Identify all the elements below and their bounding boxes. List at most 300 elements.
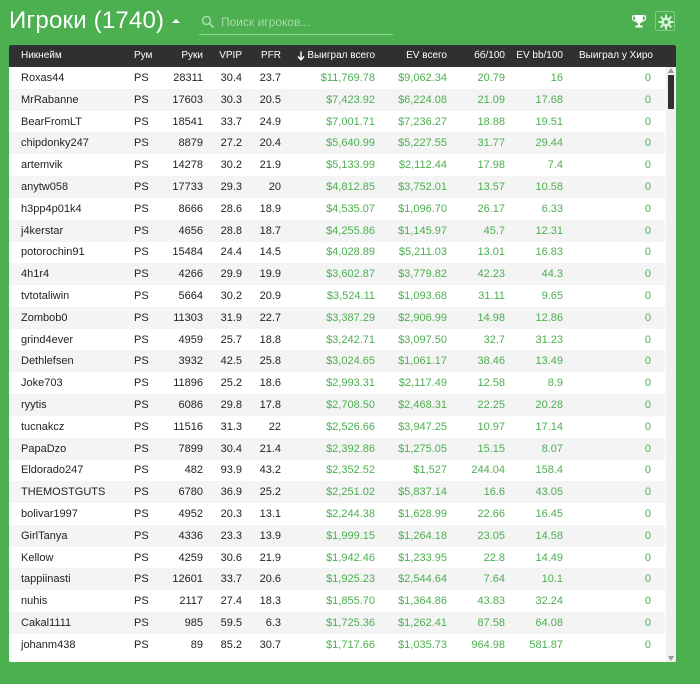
player-vpip: 23.3	[220, 529, 242, 542]
player-ev-bb100: 8.07	[541, 442, 563, 455]
player-nickname: tappiinasti	[21, 573, 71, 586]
player-won-total: $1,855.70	[326, 595, 375, 608]
player-bb100: 43.83	[477, 595, 505, 608]
player-pfr: 21.4	[259, 442, 281, 455]
player-won-from-hero: 0	[644, 595, 651, 608]
player-room: PS	[134, 551, 149, 564]
player-won-total: $1,725.36	[326, 617, 375, 629]
player-room: PS	[134, 115, 149, 128]
player-nickname: Dethlefsen	[21, 355, 74, 368]
column-header-room[interactable]: Рум	[134, 50, 153, 61]
player-nickname: Eldorado247	[21, 464, 84, 477]
player-room: PS	[134, 464, 149, 477]
table-row[interactable]	[9, 634, 665, 656]
player-ev-total: $5,211.03	[398, 246, 447, 259]
player-hands: 15484	[172, 246, 203, 259]
player-nickname: artemvik	[21, 159, 63, 172]
player-nickname: tvtotaliwin	[21, 290, 70, 302]
player-ev-bb100: 12.31	[535, 224, 563, 237]
player-hands: 4266	[178, 268, 203, 281]
player-room: PS	[134, 486, 149, 499]
player-ev-total: $1,061.17	[398, 355, 447, 368]
player-ev-bb100: 8.9	[547, 377, 563, 390]
player-nickname: potorochin91	[21, 246, 85, 259]
scroll-down-icon[interactable]	[668, 656, 674, 661]
player-won-total: $11,769.78	[320, 72, 375, 84]
player-pfr: 20.4	[259, 137, 281, 150]
player-bb100: 31.77	[477, 137, 505, 150]
player-pfr: 25.2	[259, 486, 281, 499]
column-header-pfr[interactable]: PFR	[261, 50, 281, 61]
player-hands: 2117	[179, 595, 203, 608]
player-room: PS	[134, 442, 149, 455]
player-won-from-hero: 0	[644, 638, 651, 651]
player-vpip: 24.4	[220, 246, 242, 259]
table-row[interactable]	[9, 132, 665, 154]
caret-up-icon[interactable]	[170, 16, 182, 26]
player-ev-bb100: 32.24	[535, 595, 563, 608]
player-pfr: 21.9	[259, 551, 281, 564]
column-header-ev-total[interactable]: EV всего	[406, 50, 447, 61]
player-won-from-hero: 0	[644, 311, 651, 324]
player-vpip: 27.4	[220, 595, 242, 608]
player-pfr: 18.8	[259, 333, 281, 346]
player-hands: 17603	[172, 93, 203, 106]
player-won-total: $3,024.65	[326, 355, 375, 368]
player-bb100: 38.46	[477, 355, 505, 368]
player-bb100: 964.98	[471, 638, 505, 651]
player-won-total: $1,942.46	[326, 551, 375, 564]
player-pfr: 18.7	[259, 224, 281, 237]
table-row[interactable]	[9, 285, 665, 307]
player-room: PS	[134, 246, 149, 259]
player-ev-bb100: 12.86	[535, 311, 563, 324]
player-won-from-hero: 0	[644, 508, 651, 520]
player-hands: 4959	[178, 333, 203, 346]
player-hands: 17733	[172, 181, 203, 193]
table-row[interactable]	[9, 263, 665, 285]
player-won-from-hero: 0	[644, 355, 651, 368]
player-won-total: $7,423.92	[326, 93, 375, 106]
player-hands: 11516	[173, 420, 203, 433]
player-ev-total: $1,275.05	[398, 442, 447, 455]
player-hands: 4259	[178, 551, 203, 564]
player-pfr: 13.1	[259, 508, 281, 520]
player-won-total: $4,812.85	[326, 181, 375, 193]
player-nickname: chipdonky247	[21, 137, 89, 150]
table-row[interactable]	[9, 111, 665, 133]
player-room: PS	[134, 355, 149, 368]
player-nickname: THEMOSTGUTS	[21, 486, 106, 499]
player-won-from-hero: 0	[644, 246, 651, 259]
player-room: PS	[134, 638, 149, 651]
player-room: PS	[134, 595, 149, 608]
player-ev-bb100: 14.58	[535, 529, 563, 542]
player-nickname: BearFromLT	[21, 115, 82, 128]
player-won-total: $5,133.99	[326, 159, 375, 172]
player-hands: 4336	[178, 529, 203, 542]
player-nickname: GirlTanya	[21, 529, 68, 542]
player-pfr: 18.6	[259, 377, 281, 390]
table-body	[9, 67, 665, 662]
player-ev-bb100: 20.28	[535, 399, 563, 411]
player-won-total: $2,244.38	[326, 508, 375, 520]
player-won-from-hero: 0	[644, 137, 651, 150]
player-ev-total: $1,364.86	[398, 595, 447, 608]
player-room: PS	[134, 529, 149, 542]
player-won-total: $3,242.71	[326, 333, 375, 346]
player-vpip: 36.9	[220, 486, 242, 499]
player-ev-total: $1,233.95	[398, 551, 447, 564]
player-bb100: 22.8	[483, 551, 505, 564]
player-won-from-hero: 0	[644, 486, 651, 499]
player-bb100: 7.64	[483, 573, 505, 586]
player-vpip: 42.5	[220, 355, 242, 368]
top-bar	[0, 0, 700, 44]
scroll-up-icon[interactable]	[668, 68, 674, 73]
player-ev-bb100: 16.83	[535, 246, 563, 259]
table-scrollbar[interactable]	[666, 67, 676, 662]
player-bb100: 15.15	[477, 442, 505, 455]
player-pfr: 22.7	[259, 311, 281, 324]
gear-icon	[658, 14, 674, 30]
player-ev-bb100: 7.4	[547, 159, 563, 172]
table-row[interactable]	[9, 329, 665, 351]
player-vpip: 30.2	[220, 159, 242, 172]
player-won-from-hero: 0	[644, 617, 651, 629]
player-won-total: $7,001.71	[326, 115, 375, 128]
column-header-won-from-hero[interactable]: Выиграл у Хиро	[579, 50, 653, 61]
player-room: PS	[134, 159, 149, 172]
player-vpip: 27.2	[220, 137, 242, 150]
player-bb100: 16.6	[483, 486, 505, 499]
player-ev-bb100: 19.51	[535, 115, 563, 128]
player-won-total: $5,640.99	[326, 137, 375, 150]
player-won-from-hero: 0	[644, 420, 651, 433]
player-won-from-hero: 0	[644, 72, 651, 84]
player-pfr: 18.3	[259, 595, 281, 608]
player-nickname: Roxas44	[21, 72, 65, 84]
player-hands: 11303	[173, 311, 203, 324]
search-input[interactable]	[221, 13, 391, 31]
player-won-total: $1,717.66	[326, 638, 375, 651]
player-hands: 5664	[178, 290, 203, 302]
player-pfr: 22	[268, 420, 281, 433]
player-pfr: 19.9	[259, 268, 281, 281]
player-hands: 3932	[178, 355, 203, 368]
players-table	[9, 45, 676, 662]
player-bb100: 21.09	[477, 93, 505, 106]
player-bb100: 14.98	[477, 311, 505, 324]
player-pfr: 24.9	[259, 115, 281, 128]
player-room: PS	[134, 508, 149, 520]
column-header-ev-bb100[interactable]: EV bb/100	[516, 50, 563, 61]
trophy-icon[interactable]	[631, 13, 647, 29]
player-ev-bb100: 16.45	[535, 508, 563, 520]
table-row[interactable]	[9, 372, 665, 394]
player-vpip: 30.6	[220, 551, 242, 564]
player-ev-bb100: 44.3	[541, 268, 563, 281]
table-row[interactable]	[9, 481, 665, 503]
table-row[interactable]	[9, 198, 665, 220]
player-vpip: 20.3	[220, 508, 242, 520]
player-hands: 12601	[172, 573, 203, 586]
player-hands: 4952	[178, 508, 203, 520]
player-ev-total: $1,262.41	[398, 617, 447, 629]
player-room: PS	[134, 617, 149, 629]
player-hands: 7899	[178, 442, 203, 455]
player-vpip: 31.9	[220, 311, 242, 324]
player-ev-total: $3,779.82	[398, 268, 447, 281]
player-room: PS	[134, 311, 149, 324]
player-nickname: j4kerstar	[21, 224, 64, 237]
player-nickname: MrRabanne	[21, 93, 79, 106]
player-ev-bb100: 6.33	[541, 202, 563, 215]
player-nickname: ryytis	[21, 399, 47, 411]
table-row[interactable]	[9, 568, 665, 590]
player-ev-bb100: 14.49	[535, 551, 563, 564]
player-ev-total: $9,062.34	[398, 72, 447, 84]
player-room: PS	[134, 202, 149, 215]
player-bb100: 45.7	[483, 224, 505, 237]
player-nickname: anytw058	[21, 181, 69, 193]
player-nickname: PapaDzo	[21, 442, 67, 455]
player-bb100: 18.88	[477, 115, 505, 128]
player-ev-bb100: 581.87	[529, 638, 563, 651]
player-nickname: Kellow	[21, 551, 54, 564]
player-ev-bb100: 10.58	[535, 181, 563, 193]
player-ev-total: $5,227.55	[398, 137, 447, 150]
player-won-total: $4,535.07	[326, 202, 375, 215]
player-ev-total: $1,527	[413, 464, 447, 477]
player-ev-total: $2,906.99	[398, 311, 447, 324]
player-won-from-hero: 0	[644, 399, 651, 411]
player-vpip: 31.3	[220, 420, 242, 433]
player-bb100: 23.05	[477, 529, 505, 542]
player-won-total: $2,352.52	[326, 464, 375, 477]
player-ev-bb100: 29.44	[535, 137, 563, 150]
player-bb100: 13.01	[477, 246, 505, 259]
table-row[interactable]	[9, 503, 665, 525]
player-room: PS	[134, 573, 149, 586]
player-pfr: 17.8	[259, 399, 281, 411]
player-pfr: 6.3	[265, 617, 281, 629]
table-row[interactable]	[9, 176, 665, 198]
player-bb100: 31.11	[478, 290, 505, 302]
player-ev-total: $3,097.50	[398, 333, 447, 346]
player-won-from-hero: 0	[644, 93, 651, 106]
player-pfr: 13.9	[259, 529, 281, 542]
player-won-total: $2,392.86	[326, 442, 375, 455]
player-nickname: Joke703	[21, 377, 63, 390]
player-vpip: 28.6	[220, 202, 242, 215]
player-ev-total: $1,096.70	[398, 202, 447, 215]
player-bb100: 12.58	[477, 377, 505, 390]
player-bb100: 17.98	[477, 159, 505, 172]
player-ev-bb100: 17.14	[535, 420, 563, 433]
player-hands: 8879	[178, 137, 203, 150]
player-won-from-hero: 0	[644, 268, 651, 281]
table-row[interactable]	[9, 241, 665, 263]
table-row[interactable]	[9, 416, 665, 438]
player-bb100: 32.7	[483, 333, 505, 346]
player-nickname: h3pp4p01k4	[21, 202, 82, 215]
player-ev-total: $1,093.68	[398, 290, 447, 302]
column-header-bb100[interactable]: бб/100	[474, 50, 505, 61]
player-pfr: 23.7	[259, 72, 281, 84]
player-ev-bb100: 10.1	[541, 573, 563, 586]
player-ev-total: $2,544.64	[398, 573, 447, 586]
player-bb100: 13.57	[477, 181, 505, 193]
player-won-from-hero: 0	[644, 333, 651, 346]
table-row[interactable]	[9, 154, 665, 176]
column-header-won-total[interactable]: Выиграл всего	[307, 50, 375, 61]
player-ev-total: $2,117.49	[398, 377, 447, 390]
search-icon	[201, 15, 215, 29]
player-won-total: $4,028.89	[326, 246, 375, 259]
table-row[interactable]	[9, 394, 665, 416]
player-pfr: 14.5	[259, 246, 281, 259]
table-header	[9, 45, 676, 67]
player-vpip: 29.3	[220, 181, 242, 193]
table-row[interactable]	[9, 525, 665, 547]
table-row[interactable]	[9, 612, 665, 634]
table-row[interactable]	[9, 89, 665, 111]
scroll-thumb[interactable]	[668, 75, 674, 109]
player-pfr: 20	[268, 181, 281, 193]
player-vpip: 25.7	[220, 333, 242, 346]
player-nickname: bolivar1997	[21, 508, 78, 520]
player-won-total: $3,387.29	[326, 311, 375, 324]
player-vpip: 33.7	[220, 573, 242, 586]
player-room: PS	[134, 399, 149, 411]
player-room: PS	[134, 290, 149, 302]
player-hands: 28311	[173, 72, 203, 84]
player-won-from-hero: 0	[644, 290, 651, 302]
table-row[interactable]	[9, 350, 665, 372]
table-row[interactable]	[9, 590, 665, 612]
player-vpip: 30.3	[220, 93, 242, 106]
player-won-from-hero: 0	[644, 159, 651, 172]
player-won-from-hero: 0	[644, 442, 651, 455]
player-hands: 11896	[173, 377, 203, 390]
player-won-from-hero: 0	[644, 573, 651, 586]
player-search[interactable]	[199, 11, 393, 35]
player-bb100: 20.79	[477, 72, 505, 84]
player-hands: 985	[184, 617, 203, 629]
player-ev-bb100: 17.68	[535, 93, 563, 106]
player-room: PS	[134, 224, 149, 237]
player-ev-bb100: 31.23	[535, 333, 563, 346]
player-vpip: 29.8	[220, 399, 242, 411]
player-won-from-hero: 0	[644, 115, 651, 128]
player-room: PS	[134, 420, 149, 433]
player-pfr: 18.9	[259, 202, 281, 215]
player-room: PS	[134, 93, 149, 106]
player-room: PS	[134, 377, 149, 390]
player-pfr: 25.8	[259, 355, 281, 368]
player-nickname: Cakal1111	[21, 617, 72, 629]
player-hands: 4656	[178, 224, 203, 237]
column-header-hands[interactable]: Руки	[181, 50, 203, 61]
player-bb100: 244.04	[471, 464, 505, 477]
player-nickname: Zombob0	[21, 311, 68, 324]
table-row[interactable]	[9, 307, 665, 329]
player-vpip: 93.9	[220, 464, 242, 477]
player-ev-total: $2,112.44	[398, 159, 447, 172]
player-hands: 18541	[172, 115, 203, 128]
player-ev-total: $1,035.73	[398, 638, 447, 651]
player-vpip: 25.2	[220, 377, 242, 390]
player-ev-total: $3,947.25	[398, 420, 447, 433]
player-won-total: $1,925.23	[326, 573, 375, 586]
player-won-from-hero: 0	[644, 202, 651, 215]
player-ev-total: $1,145.97	[398, 224, 447, 237]
player-won-total: $4,255.86	[326, 224, 375, 237]
player-ev-bb100: 13.49	[535, 355, 563, 368]
player-bb100: 22.25	[477, 399, 505, 411]
settings-button[interactable]	[655, 11, 675, 31]
table-row[interactable]	[9, 438, 665, 460]
player-hands: 89	[190, 638, 203, 651]
table-row[interactable]	[9, 547, 665, 569]
player-pfr: 20.6	[259, 573, 281, 586]
player-ev-bb100: 9.65	[541, 290, 563, 302]
page-title: Игроки (1740)	[9, 7, 165, 34]
player-won-from-hero: 0	[644, 551, 651, 564]
player-vpip: 28.8	[220, 224, 242, 237]
player-ev-total: $3,752.01	[398, 181, 447, 193]
player-pfr: 21.9	[259, 159, 281, 172]
player-ev-bb100: 158.4	[535, 464, 563, 477]
player-room: PS	[134, 137, 149, 150]
player-hands: 482	[184, 464, 203, 477]
player-won-total: $2,251.02	[326, 486, 375, 499]
player-bb100: 22.66	[477, 508, 505, 520]
player-bb100: 26.17	[477, 202, 505, 215]
player-hands: 6086	[178, 399, 203, 411]
player-nickname: tucnakcz	[21, 420, 65, 433]
player-won-total: $1,999.15	[326, 529, 375, 542]
player-won-total: $3,524.11	[326, 290, 375, 302]
player-won-total: $2,708.50	[326, 399, 375, 411]
player-vpip: 85.2	[220, 638, 242, 651]
player-nickname: grind4ever	[21, 333, 73, 346]
table-row[interactable]	[9, 220, 665, 242]
player-bb100: 87.58	[477, 617, 505, 629]
player-bb100: 10.97	[477, 420, 505, 433]
table-row[interactable]	[9, 67, 665, 89]
player-won-total: $3,602.87	[326, 268, 375, 281]
player-pfr: 30.7	[259, 638, 281, 651]
column-header-nickname[interactable]: Никнейм	[21, 50, 62, 61]
player-pfr: 43.2	[259, 464, 281, 477]
column-header-vpip[interactable]: VPIP	[219, 50, 242, 61]
player-hands: 8666	[178, 202, 203, 215]
player-ev-bb100: 43.05	[535, 486, 563, 499]
player-ev-bb100: 64.08	[535, 617, 563, 629]
player-vpip: 33.7	[220, 115, 242, 128]
player-won-from-hero: 0	[644, 529, 651, 542]
player-room: PS	[134, 72, 149, 84]
player-vpip: 30.2	[220, 290, 242, 302]
table-row[interactable]	[9, 459, 665, 481]
player-bb100: 42.23	[477, 268, 505, 281]
player-ev-bb100: 16	[550, 72, 563, 84]
player-won-from-hero: 0	[644, 464, 651, 477]
player-pfr: 20.5	[259, 93, 281, 106]
player-won-from-hero: 0	[644, 224, 651, 237]
